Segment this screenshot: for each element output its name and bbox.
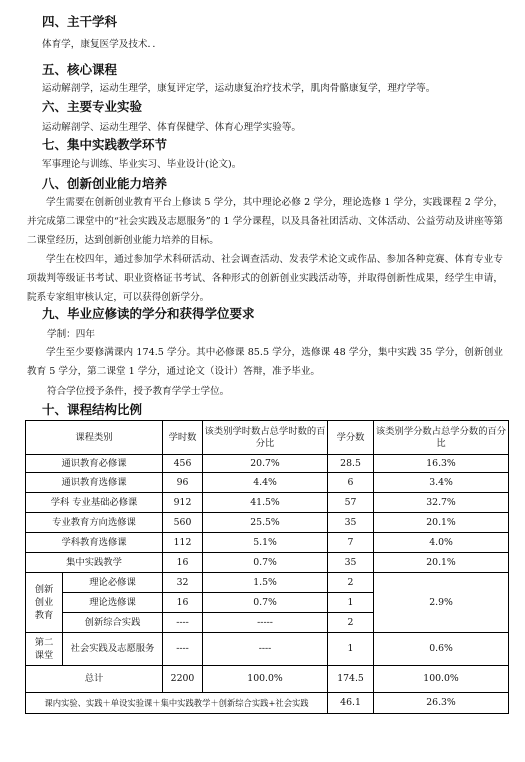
section-5-title: 五、核心课程	[42, 62, 118, 77]
section-7-text: 军事理论与训练、毕业实习、毕业设计(论文)。	[42, 159, 242, 170]
table-row	[26, 473, 509, 493]
row-credits: 28.5	[328, 455, 374, 473]
row-name: 理论必修课	[63, 573, 163, 593]
row-hours: 560	[163, 513, 203, 533]
row-hours-pct: 0.7%	[203, 593, 328, 613]
total-credits: 174.5	[328, 666, 374, 693]
total-name: 总计	[26, 666, 163, 693]
row-hours: 112	[163, 533, 203, 553]
row-credits: 57	[328, 493, 374, 513]
section-9-paragraph-2: 符合学位授予条件，授予教育学学士学位。	[47, 386, 230, 397]
row-credits: 7	[328, 533, 374, 553]
table-row	[26, 513, 509, 533]
practice-name: 课内实验、实践＋单设实验课＋集中实践教学＋创新综合实践+社会实践	[26, 693, 328, 714]
table-row	[26, 455, 509, 473]
row-hours: 912	[163, 493, 203, 513]
section-5-text: 运动解剖学，运动生理学，康复评定学，运动康复治疗技术学，肌肉骨骼康复学，理疗学等。	[42, 83, 436, 94]
row-name: 社会实践及志愿服务	[63, 633, 163, 666]
row-hours-pct: -----	[203, 613, 328, 633]
row-hours: 16	[163, 553, 203, 573]
row-credits: 35	[328, 513, 374, 533]
row-credits-pct: 4.0%	[374, 533, 509, 553]
header-hours: 学时数	[163, 421, 203, 455]
row-name: 学科 专业基础必修课	[26, 493, 163, 513]
row-name: 通识教育必修课	[26, 455, 163, 473]
row-hours: 96	[163, 473, 203, 493]
row-hours: 32	[163, 573, 203, 593]
row-name: 专业教育方向选修课	[26, 513, 163, 533]
practice-credits: 46.1	[328, 693, 374, 714]
section-6-title: 六、主要专业实验	[42, 99, 143, 114]
row-credits-pct: 32.7%	[374, 493, 509, 513]
row-hours: ----	[163, 633, 203, 666]
innovation-group-label	[26, 573, 63, 633]
section-4-title: 四、主干学科	[42, 14, 118, 29]
section-9-title: 九、毕业应修读的学分和获得学位要求	[42, 306, 255, 321]
row-credits: 1	[328, 593, 374, 613]
section-4-text: 体育学，康复医学及技术．．	[42, 39, 162, 50]
section-8-paragraph-1: 学生需要在创新创业教育平台上修读 5 学分，其中理论必修 2 学分，理论选修 1 学分，实践课程 2 学分，并完成第二课堂中的“社会实践及志愿服务”的 1 学分课程，以及具备社团活动、文体活动、公益劳动及讲座等第二课堂经历，达到创新创业能力培养的目标。	[27, 197, 503, 246]
section-10-title: 十、课程结构比例	[42, 402, 143, 417]
table-row	[26, 573, 509, 593]
total-hours: 2200	[163, 666, 203, 693]
row-hours-pct: 1.5%	[203, 573, 328, 593]
row-credits-pct: 20.1%	[374, 553, 509, 573]
table-row	[26, 533, 509, 553]
section-8-title: 八、创新创业能力培养	[42, 176, 168, 191]
row-hours-pct: 5.1%	[203, 533, 328, 553]
section-8-paragraph-2: 学生在校四年，通过参加学术科研活动、社会调查活动、发表学术论文或作品、参加各种竞赛、体育专业专项裁判等级证书考试、职业资格证书考试、各种形式的创新创业实践活动等，并取得创新性成果，经学生申请，院系专家组审核认定，可以获得创新学分。	[27, 254, 503, 303]
row-credits: 2	[328, 573, 374, 593]
header-category: 课程类别	[26, 421, 163, 455]
row-name: 通识教育选修课	[26, 473, 163, 493]
row-hours-pct: 20.7%	[203, 455, 328, 473]
second-class-group-text: 第二课堂	[34, 637, 54, 661]
table-row	[26, 493, 509, 513]
section-7-title: 七、集中实践教学环节	[42, 137, 168, 152]
table-header-row	[26, 421, 509, 455]
row-credits-pct: 0.6%	[374, 633, 509, 666]
row-hours-pct: 0.7%	[203, 553, 328, 573]
total-hours-pct: 100.0%	[203, 666, 328, 693]
row-credits-pct: 3.4%	[374, 473, 509, 493]
table-total-row	[26, 666, 509, 693]
innovation-group-text: 创新创业教育	[34, 584, 54, 621]
row-hours: 456	[163, 455, 203, 473]
row-hours: 16	[163, 593, 203, 613]
table-row	[26, 553, 509, 573]
section-6-text: 运动解剖学、运动生理学、体育保健学、体育心理学实验等。	[42, 122, 302, 133]
table-row	[26, 633, 509, 666]
total-credits-pct: 100.0%	[374, 666, 509, 693]
row-credits-pct: 20.1%	[374, 513, 509, 533]
row-credits: 2	[328, 613, 374, 633]
row-name: 学科教育选修课	[26, 533, 163, 553]
practice-credits-pct: 26.3%	[374, 693, 509, 714]
row-hours: ----	[163, 613, 203, 633]
header-credits: 学分数	[328, 421, 374, 455]
innovation-credits-pct: 2.9%	[374, 573, 509, 633]
row-name: 理论选修课	[63, 593, 163, 613]
row-hours-pct: 25.5%	[203, 513, 328, 533]
header-credits-pct: 该类别学分数占总学分数的百分比	[374, 421, 509, 455]
table-practice-row	[26, 693, 509, 714]
row-hours-pct: ----	[203, 633, 328, 666]
course-structure-table	[25, 420, 509, 714]
row-credits: 1	[328, 633, 374, 666]
row-credits-pct: 16.3%	[374, 455, 509, 473]
row-credits: 35	[328, 553, 374, 573]
section-9-duration: 学制：四年	[47, 329, 95, 340]
row-credits: 6	[328, 473, 374, 493]
row-name: 创新综合实践	[63, 613, 163, 633]
row-name: 集中实践教学	[26, 553, 163, 573]
second-class-group-label	[26, 633, 63, 666]
row-hours-pct: 4.4%	[203, 473, 328, 493]
section-9-paragraph-1: 学生至少要修满课内 174.5 学分。其中必修课 85.5 学分，选修课 48 学分，集中实践 35 学分，创新创业教育 5 学分，第二课堂 1 学分，通过论文（设计）答辩，准予毕业。	[27, 347, 503, 377]
row-hours-pct: 41.5%	[203, 493, 328, 513]
header-hours-pct: 该类别学时数占总学时数的百分比	[203, 421, 328, 455]
